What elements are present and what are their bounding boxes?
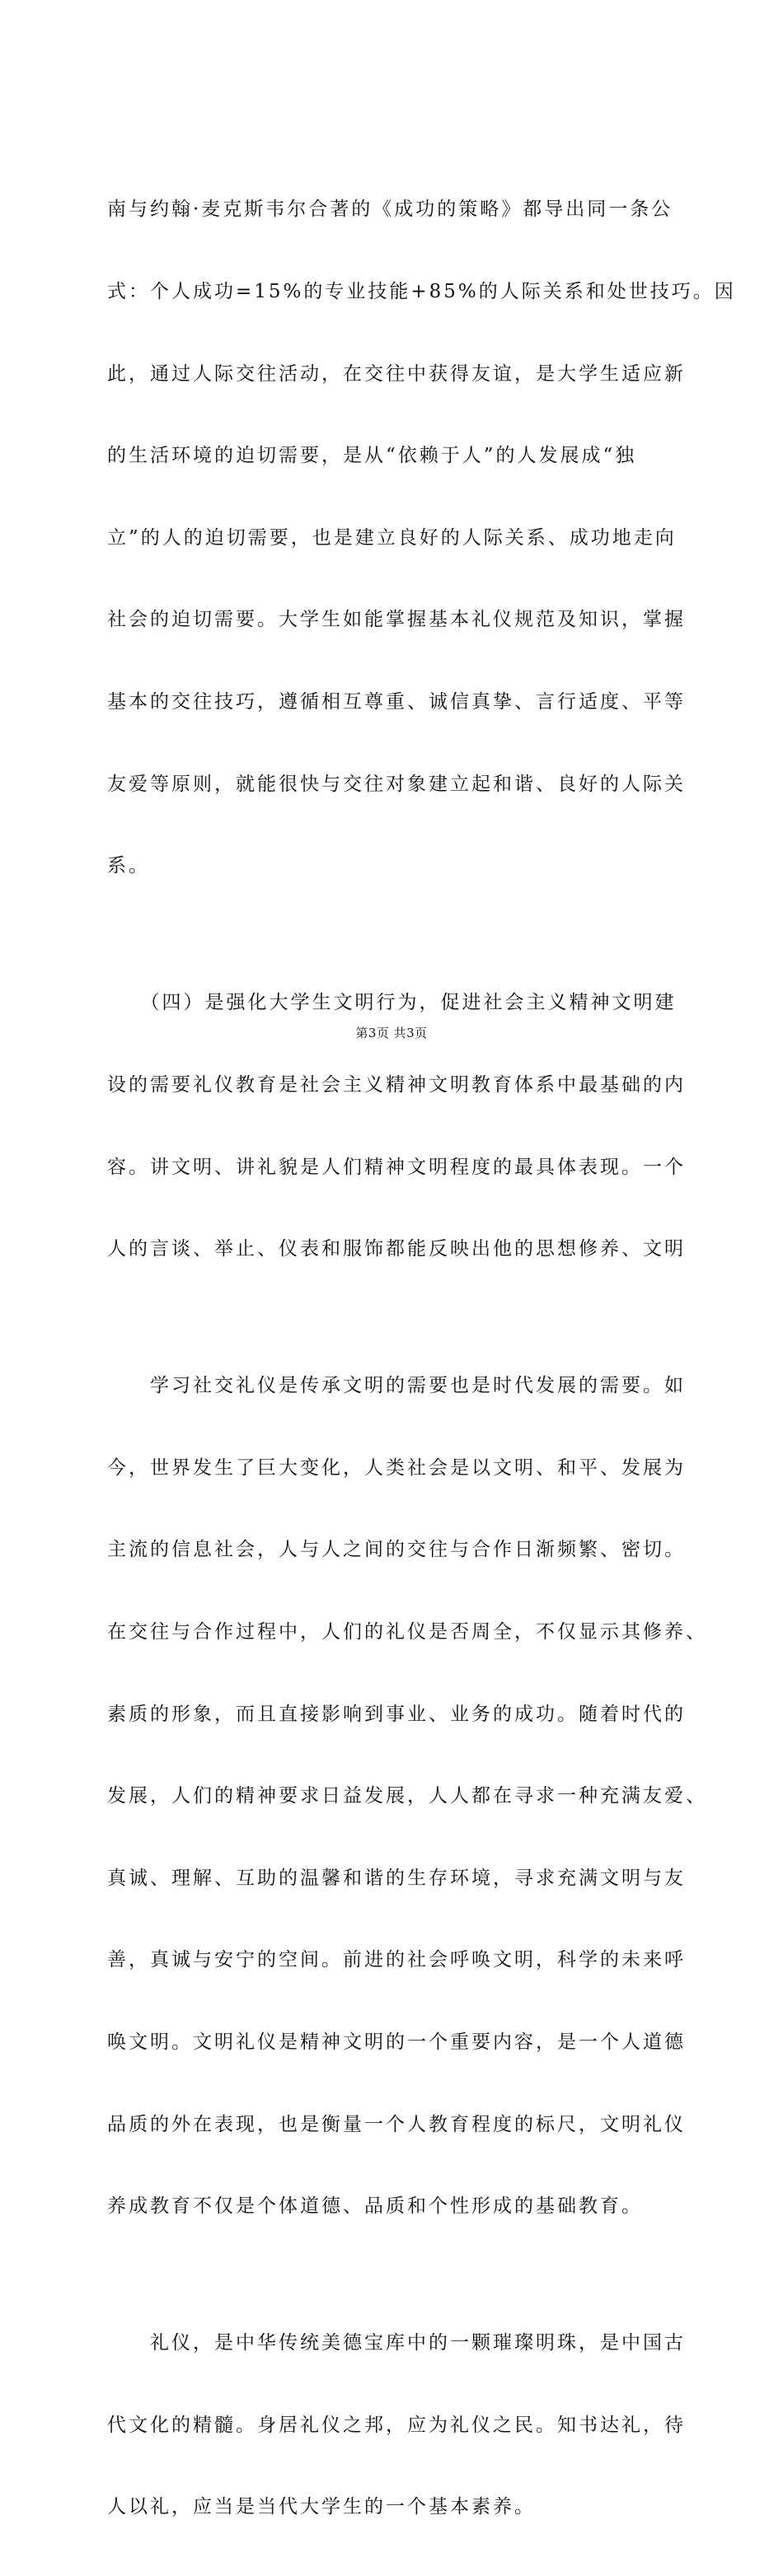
text-line: 学习社交礼仪是传承文明的需要也是时代发展的需要。如 <box>107 1375 686 1397</box>
text-line: 代文化的精髓。身居礼仪之邦，应为礼仪之民。知书达礼，待 <box>107 2414 686 2436</box>
text-line: 礼仪，是中华传统美德宝库中的一颗璀璨明珠，是中国古 <box>107 2332 686 2354</box>
text-line: 此，通过人际交往活动，在交往中获得友谊，是大学生适应新 <box>107 362 686 385</box>
text-line: 设的需要礼仪教育是社会主义精神文明教育体系中最基础的内 <box>107 1073 686 1096</box>
text-line: 南与约翰·麦克斯韦尔合著的《成功的策略》都导出同一条公 <box>107 199 673 221</box>
text-line: 系。 <box>107 855 150 877</box>
paragraph-3 <box>107 1318 707 2275</box>
text-line: 品质的外在表现，也是衡量一个人教育程度的标尺，文明礼仪 <box>107 2113 686 2135</box>
text-line: （四）是强化大学生文明行为，促进社会主义精神文明建 <box>107 992 677 1014</box>
text-line: 养成教育不仅是个体道德、品质和个性形成的基础教育。 <box>107 2195 643 2218</box>
paragraph-4 <box>107 2275 684 2576</box>
page-number: 第3页 共3页 <box>355 1026 428 1040</box>
text-line: 唤文明。文明礼仪是精神文明的一个重要内容，是一个人道德 <box>107 2031 686 2054</box>
body-text <box>107 142 736 2576</box>
text-line: 立”的人的迫切需要，也是建立良好的人际关系、成功地走向 <box>107 526 677 549</box>
text-line: 式：个人成功=15%的专业技能+85%的人际关系和处世技巧。因 <box>107 281 736 303</box>
text-line: 在交往与合作过程中，人们的礼仪是否周全，不仅显示其修养、 <box>107 1620 707 1643</box>
text-line: 的生活环境的迫切需要，是从“依赖于人”的人发展成“独 <box>107 445 637 467</box>
text-line: 人以礼，应当是当代大学生的一个基本素养。 <box>107 2496 536 2518</box>
text-line: 人的言谈、举止、仪表和服饰都能反映出他的思想修养、文明 <box>107 1238 686 1260</box>
text-line: 主流的信息社会，人与人之间的交往与合作日渐频繁、密切。 <box>107 1539 686 1561</box>
text-line: 容。讲文明、讲礼貌是人们精神文明程度的最具体表现。一个 <box>107 1156 686 1178</box>
text-line: 真诚、理解、互助的温馨和谐的生存环境，寻求充满文明与友 <box>107 1867 686 1889</box>
paragraph-2 <box>107 935 684 1318</box>
text-line: 善，真诚与安宁的空间。前进的社会呼唤文明，科学的未来呼 <box>107 1949 686 1971</box>
text-line: 素质的形象，而且直接影响到事业、业务的成功。随着时代的 <box>107 1703 686 1725</box>
text-line: 今，世界发生了巨大变化，人类社会是以文明、和平、发展为 <box>107 1456 686 1479</box>
text-line: 基本的交往技巧，遵循相互尊重、诚信真挚、言行适度、平等 <box>107 691 686 713</box>
page-footer <box>0 1024 783 1041</box>
paragraph-1 <box>107 142 736 935</box>
text-line: 发展，人们的精神要求日益发展，人人都在寻求一种充满友爱、 <box>107 1785 707 1807</box>
text-line: 社会的迫切需要。大学生如能掌握基本礼仪规范及知识，掌握 <box>107 609 686 631</box>
text-line: 友爱等原则，就能很快与交往对象建立起和谐、良好的人际关 <box>107 773 686 795</box>
